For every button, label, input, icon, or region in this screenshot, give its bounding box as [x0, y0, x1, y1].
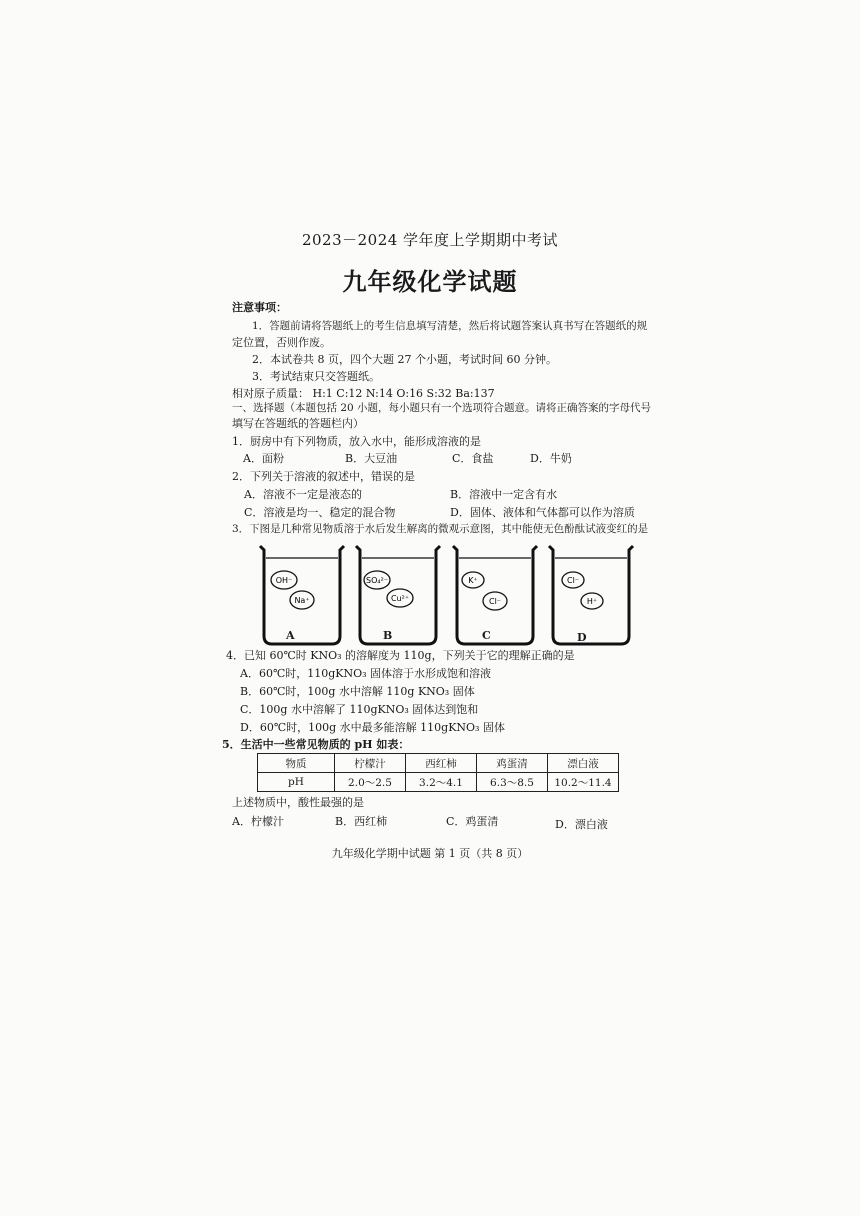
table-cell: 2.0～2.5	[335, 773, 406, 792]
table-header-cell: 西红柿	[406, 754, 477, 773]
question-2-option-a: A．溶液不一定是液态的	[244, 488, 362, 501]
ion-label: OH⁻	[275, 576, 293, 585]
table-header-row	[258, 754, 619, 773]
question-5-option-b: B．西红柿	[335, 815, 388, 828]
question-5-stem: 5．生活中一些常见物质的 pH 如表：	[222, 738, 410, 751]
ion-label: Cl⁻	[566, 576, 580, 585]
table-row	[258, 773, 619, 792]
beaker-b	[356, 546, 440, 644]
ion-label: SO₄²⁻	[365, 576, 389, 585]
question-2-option-d: D．固体、液体和气体都可以作为溶质	[450, 506, 635, 519]
question-4-option-b: B．60℃时，100g 水中溶解 110g KNO₃ 固体	[240, 685, 475, 698]
note-item-2: 2．本试卷共 8 页，四个大题 27 个小题，考试时间 60 分钟。	[252, 353, 557, 366]
question-2-stem: 2．下列关于溶液的叙述中，错误的是	[232, 470, 415, 483]
atomic-masses: 相对原子质量： H:1 C:12 N:14 O:16 S:32 Ba:137	[232, 387, 495, 400]
table-header-cell: 物质	[258, 754, 335, 773]
table-cell: pH	[258, 773, 335, 792]
beaker-d	[549, 546, 633, 644]
note-item-3: 3．考试结束只交答题纸。	[252, 370, 380, 383]
section-heading-cont: 填写在答题纸的答题栏内）	[232, 417, 364, 430]
beaker-d-label: D	[577, 631, 587, 644]
section-heading: 一、选择题（本题包括 20 小题，每小题只有一个选项符合题意。请将正确答案的字母代号	[232, 402, 652, 414]
question-4-option-a: A．60℃时，110gKNO₃ 固体溶于水形成饱和溶液	[240, 667, 492, 680]
table-cell: 6.3～8.5	[477, 773, 548, 792]
ion-label: H⁺	[586, 597, 598, 606]
question-1-option-b: B．大豆油	[345, 452, 398, 465]
beaker-b-label: B	[383, 629, 393, 642]
ion-label: Cl⁻	[488, 597, 502, 606]
question-1-option-d: D．牛奶	[530, 452, 572, 465]
question-5-option-a: A．柠檬汁	[232, 815, 284, 828]
ph-table	[257, 753, 619, 792]
note-item-1-cont: 定位置，否则作废。	[232, 336, 331, 349]
table-header-cell: 鸡蛋清	[477, 754, 548, 773]
beaker-a	[260, 546, 344, 644]
question-1-option-a: A．面粉	[243, 452, 284, 465]
question-5-option-d: D．漂白液	[555, 818, 608, 831]
question-4-option-d: D．60℃时，100g 水中最多能溶解 110gKNO₃ 固体	[240, 721, 505, 734]
page-footer: 九年级化学期中试题 第 1 页（共 8 页）	[331, 847, 529, 860]
question-3-stem: 3．下图是几种常见物质溶于水后发生解离的微观示意图，其中能使无色酚酞试液变红的是	[232, 523, 649, 535]
exam-subject-title: 九年级化学试题	[342, 268, 518, 296]
table-header-cell: 柠檬汁	[335, 754, 406, 773]
question-2-option-c: C．溶液是均一、稳定的混合物	[244, 506, 396, 519]
question-1-stem: 1．厨房中有下列物质，放入水中，能形成溶液的是	[232, 435, 481, 448]
table-cell: 3.2～4.1	[406, 773, 477, 792]
table-header-cell: 漂白液	[548, 754, 619, 773]
beaker-c-label: C	[482, 629, 491, 642]
beaker-a-label: A	[286, 629, 295, 642]
question-2-option-b: B．溶液中一定含有水	[450, 488, 558, 501]
table-cell: 10.2～11.4	[548, 773, 619, 792]
note-item-1: 1．答题前请将答题纸上的考生信息填写清楚，然后将试题答案认真书写在答题纸的规	[252, 320, 648, 332]
question-4-option-c: C．100g 水中溶解了 110gKNO₃ 固体达到饱和	[240, 703, 479, 716]
ion-label: Cu²⁺	[390, 594, 410, 603]
question-4-stem: 4．已知 60℃时 KNO₃ 的溶解度为 110g，下列关于它的理解正确的是	[226, 649, 575, 662]
ion-label: Na⁺	[294, 596, 310, 605]
question-5-question: 上述物质中，酸性最强的是	[232, 796, 364, 809]
ion-label: K⁺	[468, 576, 478, 585]
question-5-option-c: C．鸡蛋清	[446, 815, 499, 828]
beaker-c	[453, 546, 537, 644]
question-1-option-c: C．食盐	[452, 452, 494, 465]
notes-heading: 注意事项：	[232, 301, 287, 314]
exam-title: 2023－2024 学年度上学期期中考试	[301, 231, 559, 249]
